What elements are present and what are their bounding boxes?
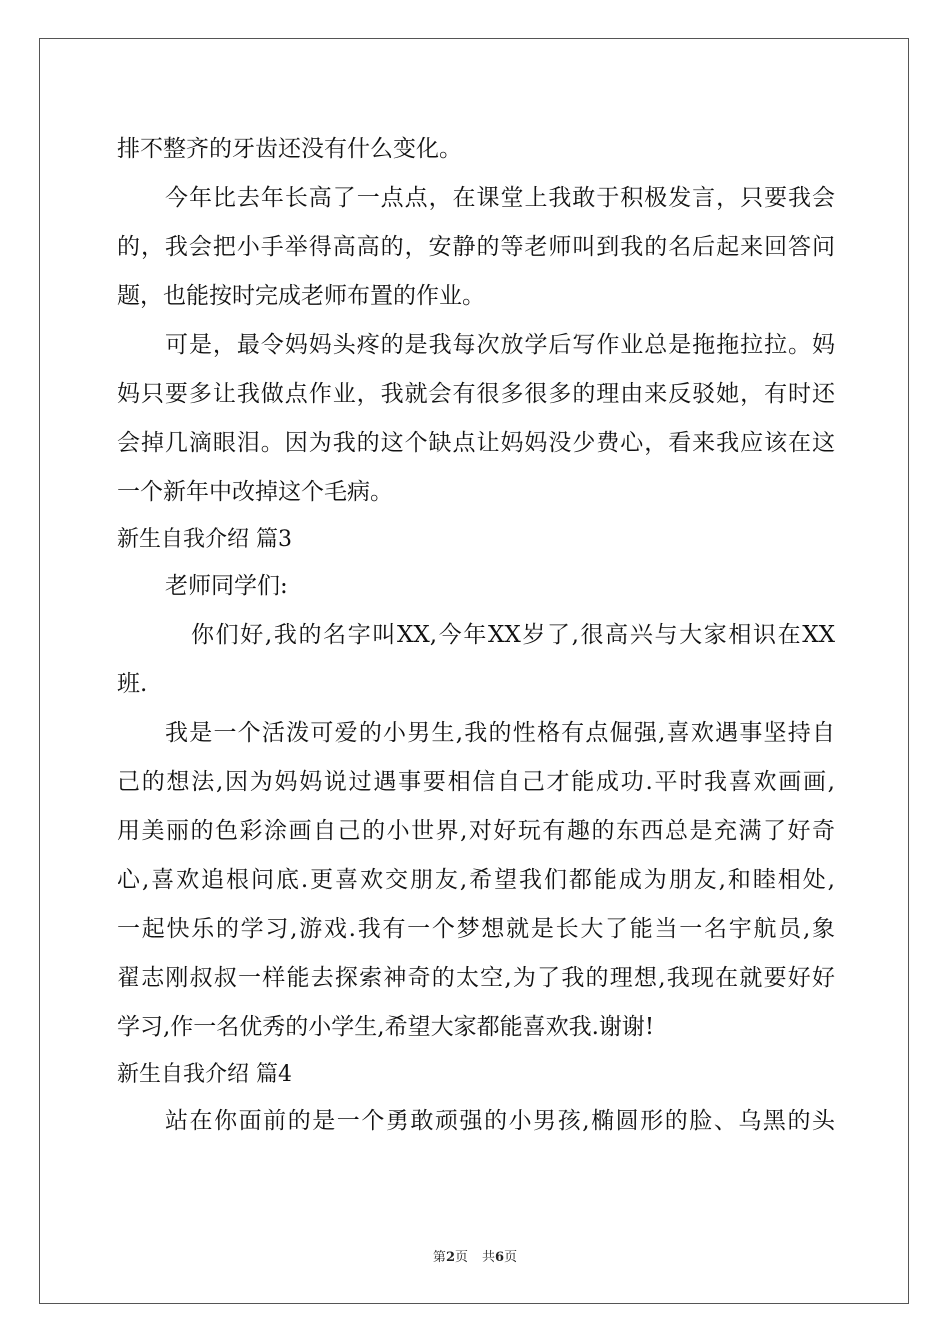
page-unit: 页 — [454, 1250, 468, 1265]
paragraph-line: 你们好,我的名字叫XX,今年XX岁了,很高兴与大家相识在XX — [191, 622, 835, 648]
paragraph-line: 学习,作一名优秀的小学生,希望大家都能喜欢我.谢谢! — [117, 1014, 655, 1040]
paragraph-line: 题，也能按时完成老师布置的作业。 — [117, 283, 485, 309]
section-heading: 新生自我介绍 篇3 — [117, 527, 292, 552]
paragraph-line: 己的想法,因为妈妈说过遇事要相信自己才能成功.平时我喜欢画画, — [117, 769, 835, 795]
paragraph-line: 的，我会把小手举得高高的，安静的等老师叫到我的名后起来回答问 — [117, 234, 835, 260]
page-number: 2 — [445, 1250, 455, 1265]
paragraph-line: 一起快乐的学习,游戏.我有一个梦想就是长大了能当一名宇航员,象 — [117, 916, 835, 942]
total-unit: 页 — [504, 1250, 518, 1265]
paragraph-line: 站在你面前的是一个勇敢顽强的小男孩,椭圆形的脸、乌黑的头 — [165, 1108, 835, 1134]
document-body — [117, 125, 835, 1146]
paragraph-line: 翟志刚叔叔一样能去探索神奇的太空,为了我的理想,我现在就要好好 — [117, 965, 835, 991]
total-prefix: 共 — [482, 1250, 496, 1265]
section-heading: 新生自我介绍 篇4 — [117, 1062, 292, 1087]
page-prefix: 第 — [432, 1250, 446, 1265]
paragraph-line: 心,喜欢追根问底.更喜欢交朋友,希望我们都能成为朋友,和睦相处, — [117, 867, 835, 893]
paragraph-line: 用美丽的色彩涂画自己的小世界,对好玩有趣的东西总是充满了好奇 — [117, 818, 835, 844]
paragraph-line: 老师同学们: — [165, 573, 288, 599]
paragraph-line: 我是一个活泼可爱的小男生,我的性格有点倔强,喜欢遇事坚持自 — [165, 720, 835, 746]
paragraph-line: 今年比去年长高了一点点，在课堂上我敢于积极发言，只要我会 — [165, 185, 835, 211]
paragraph-line: 妈只要多让我做点作业，我就会有很多很多的理由来反驳她，有时还 — [117, 381, 835, 407]
paragraph-line: 会掉几滴眼泪。因为我的这个缺点让妈妈没少费心，看来我应该在这 — [117, 430, 835, 456]
page-footer — [0, 1246, 950, 1265]
total-pages: 6 — [495, 1250, 505, 1265]
paragraph-line: 可是，最令妈妈头疼的是我每次放学后写作业总是拖拖拉拉。妈 — [165, 332, 835, 358]
paragraph-line: 一个新年中改掉这个毛病。 — [117, 479, 393, 505]
paragraph-line: 排不整齐的牙齿还没有什么变化。 — [117, 136, 462, 162]
paragraph-line: 班. — [117, 671, 148, 697]
